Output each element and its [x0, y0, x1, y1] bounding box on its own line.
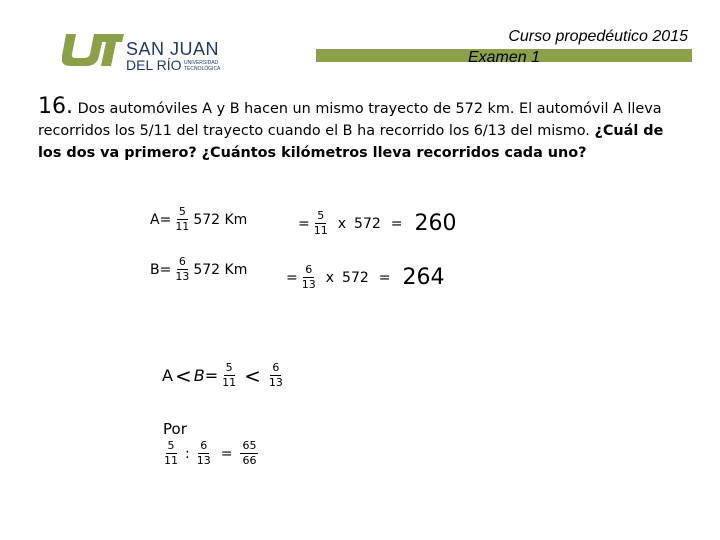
logo-tagline-line2: TECNOLÓGICA: [184, 66, 221, 72]
label-b: B=: [150, 261, 172, 278]
work-line-b: [150, 256, 247, 283]
fraction-compare-2: [267, 362, 285, 389]
logo-tagline-line1: UNIVERSIDAD: [184, 60, 219, 66]
fraction-den: 11: [313, 224, 328, 237]
equals-sign: =: [286, 269, 298, 286]
distance-text: 572 Km: [193, 261, 248, 278]
total-value: 572: [342, 269, 369, 286]
comparison-line: [162, 362, 287, 389]
less-than-sign: <: [244, 363, 261, 388]
times-sign: x: [325, 269, 335, 286]
equals-sign: =: [220, 445, 233, 462]
fraction-num: 6: [178, 255, 186, 268]
result-a: 260: [414, 211, 457, 236]
fraction-num: 5: [225, 361, 233, 374]
fraction-b2: [300, 264, 318, 291]
university-logo: [62, 24, 232, 76]
fraction-num: 6: [272, 361, 280, 374]
problem-statement: [38, 96, 688, 164]
fraction-a2: [312, 210, 330, 237]
equals-sign: =: [204, 366, 219, 385]
fraction-por-2: [195, 440, 213, 467]
por-label: Por: [163, 420, 187, 438]
fraction-den: 11: [164, 454, 178, 467]
fraction-den: 13: [175, 270, 190, 283]
distance-text: 572 Km: [193, 211, 248, 228]
times-sign: x: [337, 215, 347, 232]
fraction-den: 13: [301, 278, 316, 291]
work-calc-b: [286, 264, 445, 291]
equals-sign: =: [298, 215, 310, 232]
header-title: Curso propedéutico 2015: [508, 28, 688, 45]
fraction-den: 11: [175, 220, 190, 233]
fraction-den: 13: [196, 454, 211, 467]
fraction-num: 5: [167, 439, 175, 452]
header-band: [316, 49, 692, 66]
fraction-den: 66: [242, 454, 257, 467]
fraction-por-1: [162, 440, 180, 467]
compare-b: B: [193, 366, 205, 385]
fraction-den: 11: [222, 376, 237, 389]
fraction-a: [173, 206, 191, 233]
label-a: A=: [150, 211, 172, 228]
fraction-num: 5: [317, 209, 325, 222]
logo-name-line1: SAN JUAN: [126, 39, 220, 59]
header-subtitle: Examen 1: [467, 49, 541, 66]
fraction-num: 6: [200, 439, 208, 452]
fraction-b: [173, 256, 191, 283]
fraction-den: 13: [268, 376, 283, 389]
less-than-sign: <: [174, 363, 192, 388]
work-line-a: [150, 206, 247, 233]
fraction-compare-1: [220, 362, 238, 389]
result-b: 264: [402, 265, 445, 290]
problem-number: 16.: [38, 94, 73, 119]
equals-sign: =: [378, 269, 391, 286]
equals-sign: =: [390, 215, 403, 232]
compare-a: A: [162, 366, 173, 385]
work-calc-a: [298, 210, 457, 237]
total-value: 572: [354, 215, 381, 232]
logo-name-line2: DEL RÍO: [126, 57, 182, 73]
por-line: [160, 440, 260, 467]
problem-question: ¿Cuál de los dos va primero? ¿Cuántos kilómetros lleva recorridos cada uno?: [38, 123, 664, 161]
problem-text: Dos automóviles A y B hacen un mismo trayecto de 572 km. El automóvil A lleva recorridos los 5/11 del trayecto cuando el B ha recorrido los 6/13 del mismo.: [38, 101, 662, 139]
ratio-colon: :: [185, 445, 190, 462]
fraction-num: 6: [305, 263, 313, 276]
fraction-por-3: [240, 440, 258, 467]
fraction-num: 65: [242, 439, 257, 452]
fraction-num: 5: [178, 205, 186, 218]
